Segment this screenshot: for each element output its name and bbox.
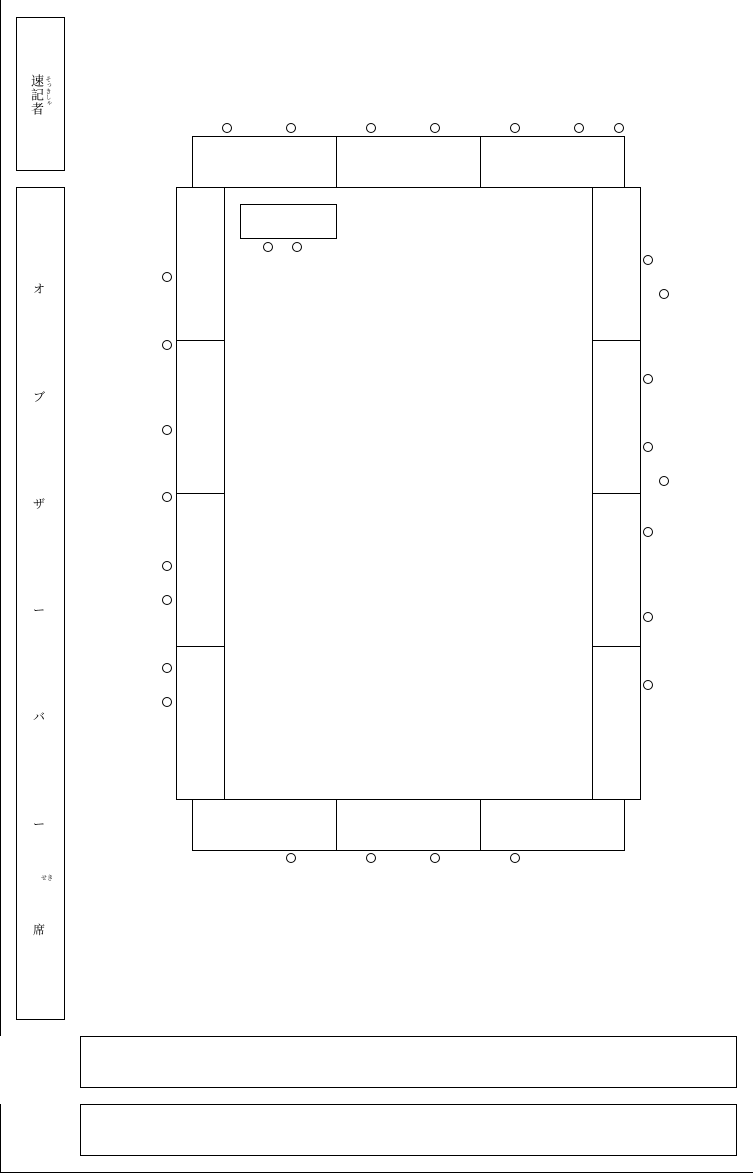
observer-char: ブ [33, 390, 46, 404]
top-desk-2 [336, 136, 481, 188]
right-desk-4 [592, 646, 641, 800]
top-desk-3 [480, 136, 625, 188]
left-desk-1 [176, 187, 225, 341]
right-desk-3 [592, 493, 641, 647]
main-table [176, 187, 641, 800]
observer-char: バ [33, 710, 46, 724]
seat-marker [162, 595, 172, 605]
seat-marker [574, 123, 584, 133]
seat-marker [643, 527, 653, 537]
observer-char: ー [33, 603, 46, 617]
seat-marker [162, 272, 172, 282]
seat-marker [430, 853, 440, 863]
seat-marker [366, 853, 376, 863]
seat-marker [286, 853, 296, 863]
seat-marker [659, 289, 669, 299]
stenographer-label: 速記者 [28, 74, 43, 116]
seat-marker [643, 442, 653, 452]
outer-frame-left [0, 0, 1, 1036]
observer-label [17, 188, 64, 1019]
seat-marker [510, 123, 520, 133]
gallery-box [80, 1036, 737, 1088]
left-desk-2 [176, 340, 225, 494]
interpreter-desk [240, 204, 337, 239]
observer-char: ー [33, 817, 46, 831]
seat-marker [162, 697, 172, 707]
right-desk-2 [592, 340, 641, 494]
seat-marker [643, 612, 653, 622]
left-desk-3 [176, 493, 225, 647]
seat-marker [162, 561, 172, 571]
stenographer-box [16, 17, 65, 171]
bottom-desk-3 [480, 799, 625, 851]
observer-box [16, 187, 65, 1020]
seat-marker [292, 242, 302, 252]
observer-char: 席 [33, 923, 46, 937]
seat-marker [162, 340, 172, 350]
seat-marker [366, 123, 376, 133]
outer-frame-left-lower [0, 1104, 1, 1173]
observer-ruby: せき [41, 875, 54, 882]
bottom-desk-2 [336, 799, 481, 851]
observer-char: オ [33, 282, 46, 296]
seat-marker [643, 680, 653, 690]
left-desk-4 [176, 646, 225, 800]
right-desk-1 [592, 187, 641, 341]
seat-marker [643, 374, 653, 384]
bottom-desk-1 [192, 799, 337, 851]
seat-marker [222, 123, 232, 133]
seat-marker [430, 123, 440, 133]
seat-marker [614, 123, 624, 133]
seat-marker [643, 255, 653, 265]
seat-marker [263, 242, 273, 252]
seat-marker [162, 663, 172, 673]
seat-marker [162, 492, 172, 502]
observer-char: ザ [33, 497, 46, 511]
seat-marker [659, 476, 669, 486]
seat-marker [286, 123, 296, 133]
seat-marker [510, 853, 520, 863]
top-desk-1 [192, 136, 337, 188]
seat-marker [162, 425, 172, 435]
secretariat-box [80, 1104, 737, 1156]
stenographer-ruby: そっきしゃ [44, 76, 51, 106]
